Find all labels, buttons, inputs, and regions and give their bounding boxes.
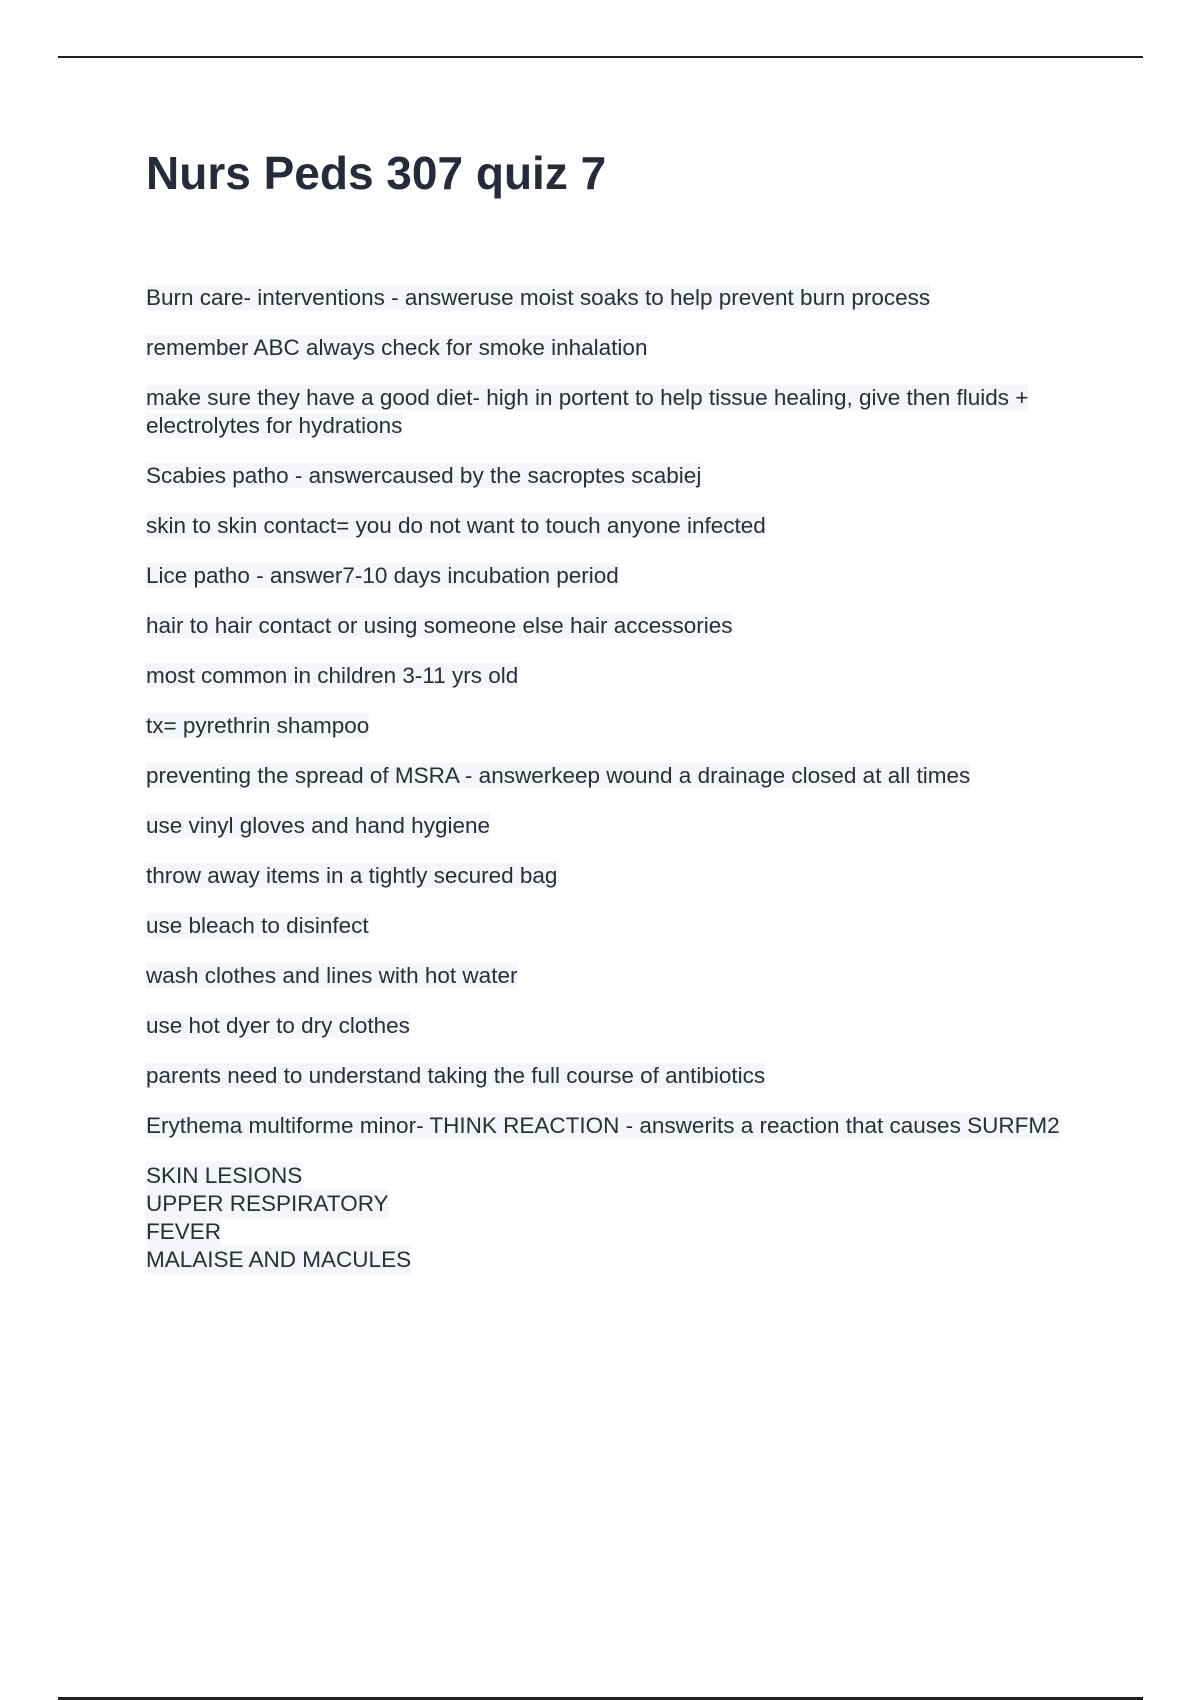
paragraph-text: Erythema multiforme minor- THINK REACTION - answerits a reaction that causes SURFM2 (146, 1113, 1060, 1138)
paragraph (146, 462, 1096, 490)
paragraph (146, 562, 1096, 590)
symptom-list (146, 1162, 1096, 1274)
paragraph (146, 862, 1096, 890)
paragraph-text: use vinyl gloves and hand hygiene (146, 813, 490, 838)
paragraph (146, 1012, 1096, 1040)
paragraph (146, 284, 1096, 312)
document-body (146, 284, 1096, 1296)
list-line: MALAISE AND MACULES (146, 1247, 412, 1272)
paragraph (146, 812, 1096, 840)
paragraph (146, 512, 1096, 540)
paragraph (146, 962, 1096, 990)
paragraph-text: throw away items in a tightly secured bag (146, 863, 558, 888)
paragraph (146, 712, 1096, 740)
list-line: SKIN LESIONS (146, 1163, 303, 1188)
paragraph-text: most common in children 3-11 yrs old (146, 663, 519, 688)
paragraph-text: parents need to understand taking the full course of antibiotics (146, 1063, 766, 1088)
paragraph-text: Burn care- interventions - answeruse moist soaks to help prevent burn process (146, 285, 931, 310)
paragraph (146, 1112, 1096, 1140)
paragraph (146, 612, 1096, 640)
paragraph (146, 384, 1096, 440)
paragraph-text: use bleach to disinfect (146, 913, 369, 938)
paragraph-text: tx= pyrethrin shampoo (146, 713, 370, 738)
paragraph-text: skin to skin contact= you do not want to touch anyone infected (146, 513, 766, 538)
top-rule (58, 56, 1143, 58)
paragraph-text: wash clothes and lines with hot water (146, 963, 518, 988)
paragraph-text: make sure they have a good diet- high in portent to help tissue healing, give then fluids + electrolytes for hydrations (146, 385, 1029, 438)
paragraph-text: Scabies patho - answercaused by the sacroptes scabiej (146, 463, 702, 488)
paragraph (146, 912, 1096, 940)
paragraph-text: hair to hair contact or using someone else hair accessories (146, 613, 733, 638)
paragraph (146, 762, 1096, 790)
list-line: UPPER RESPIRATORY (146, 1191, 389, 1216)
paragraph-text: remember ABC always check for smoke inhalation (146, 335, 648, 360)
list-line: FEVER (146, 1219, 222, 1244)
paragraph-text: use hot dyer to dry clothes (146, 1013, 410, 1038)
paragraph-text: Lice patho - answer7-10 days incubation period (146, 563, 619, 588)
paragraph (146, 1062, 1096, 1090)
paragraph-text: preventing the spread of MSRA - answerkeep wound a drainage closed at all times (146, 763, 971, 788)
paragraph (146, 334, 1096, 362)
document-title: Nurs Peds 307 quiz 7 (146, 147, 607, 199)
paragraph (146, 662, 1096, 690)
